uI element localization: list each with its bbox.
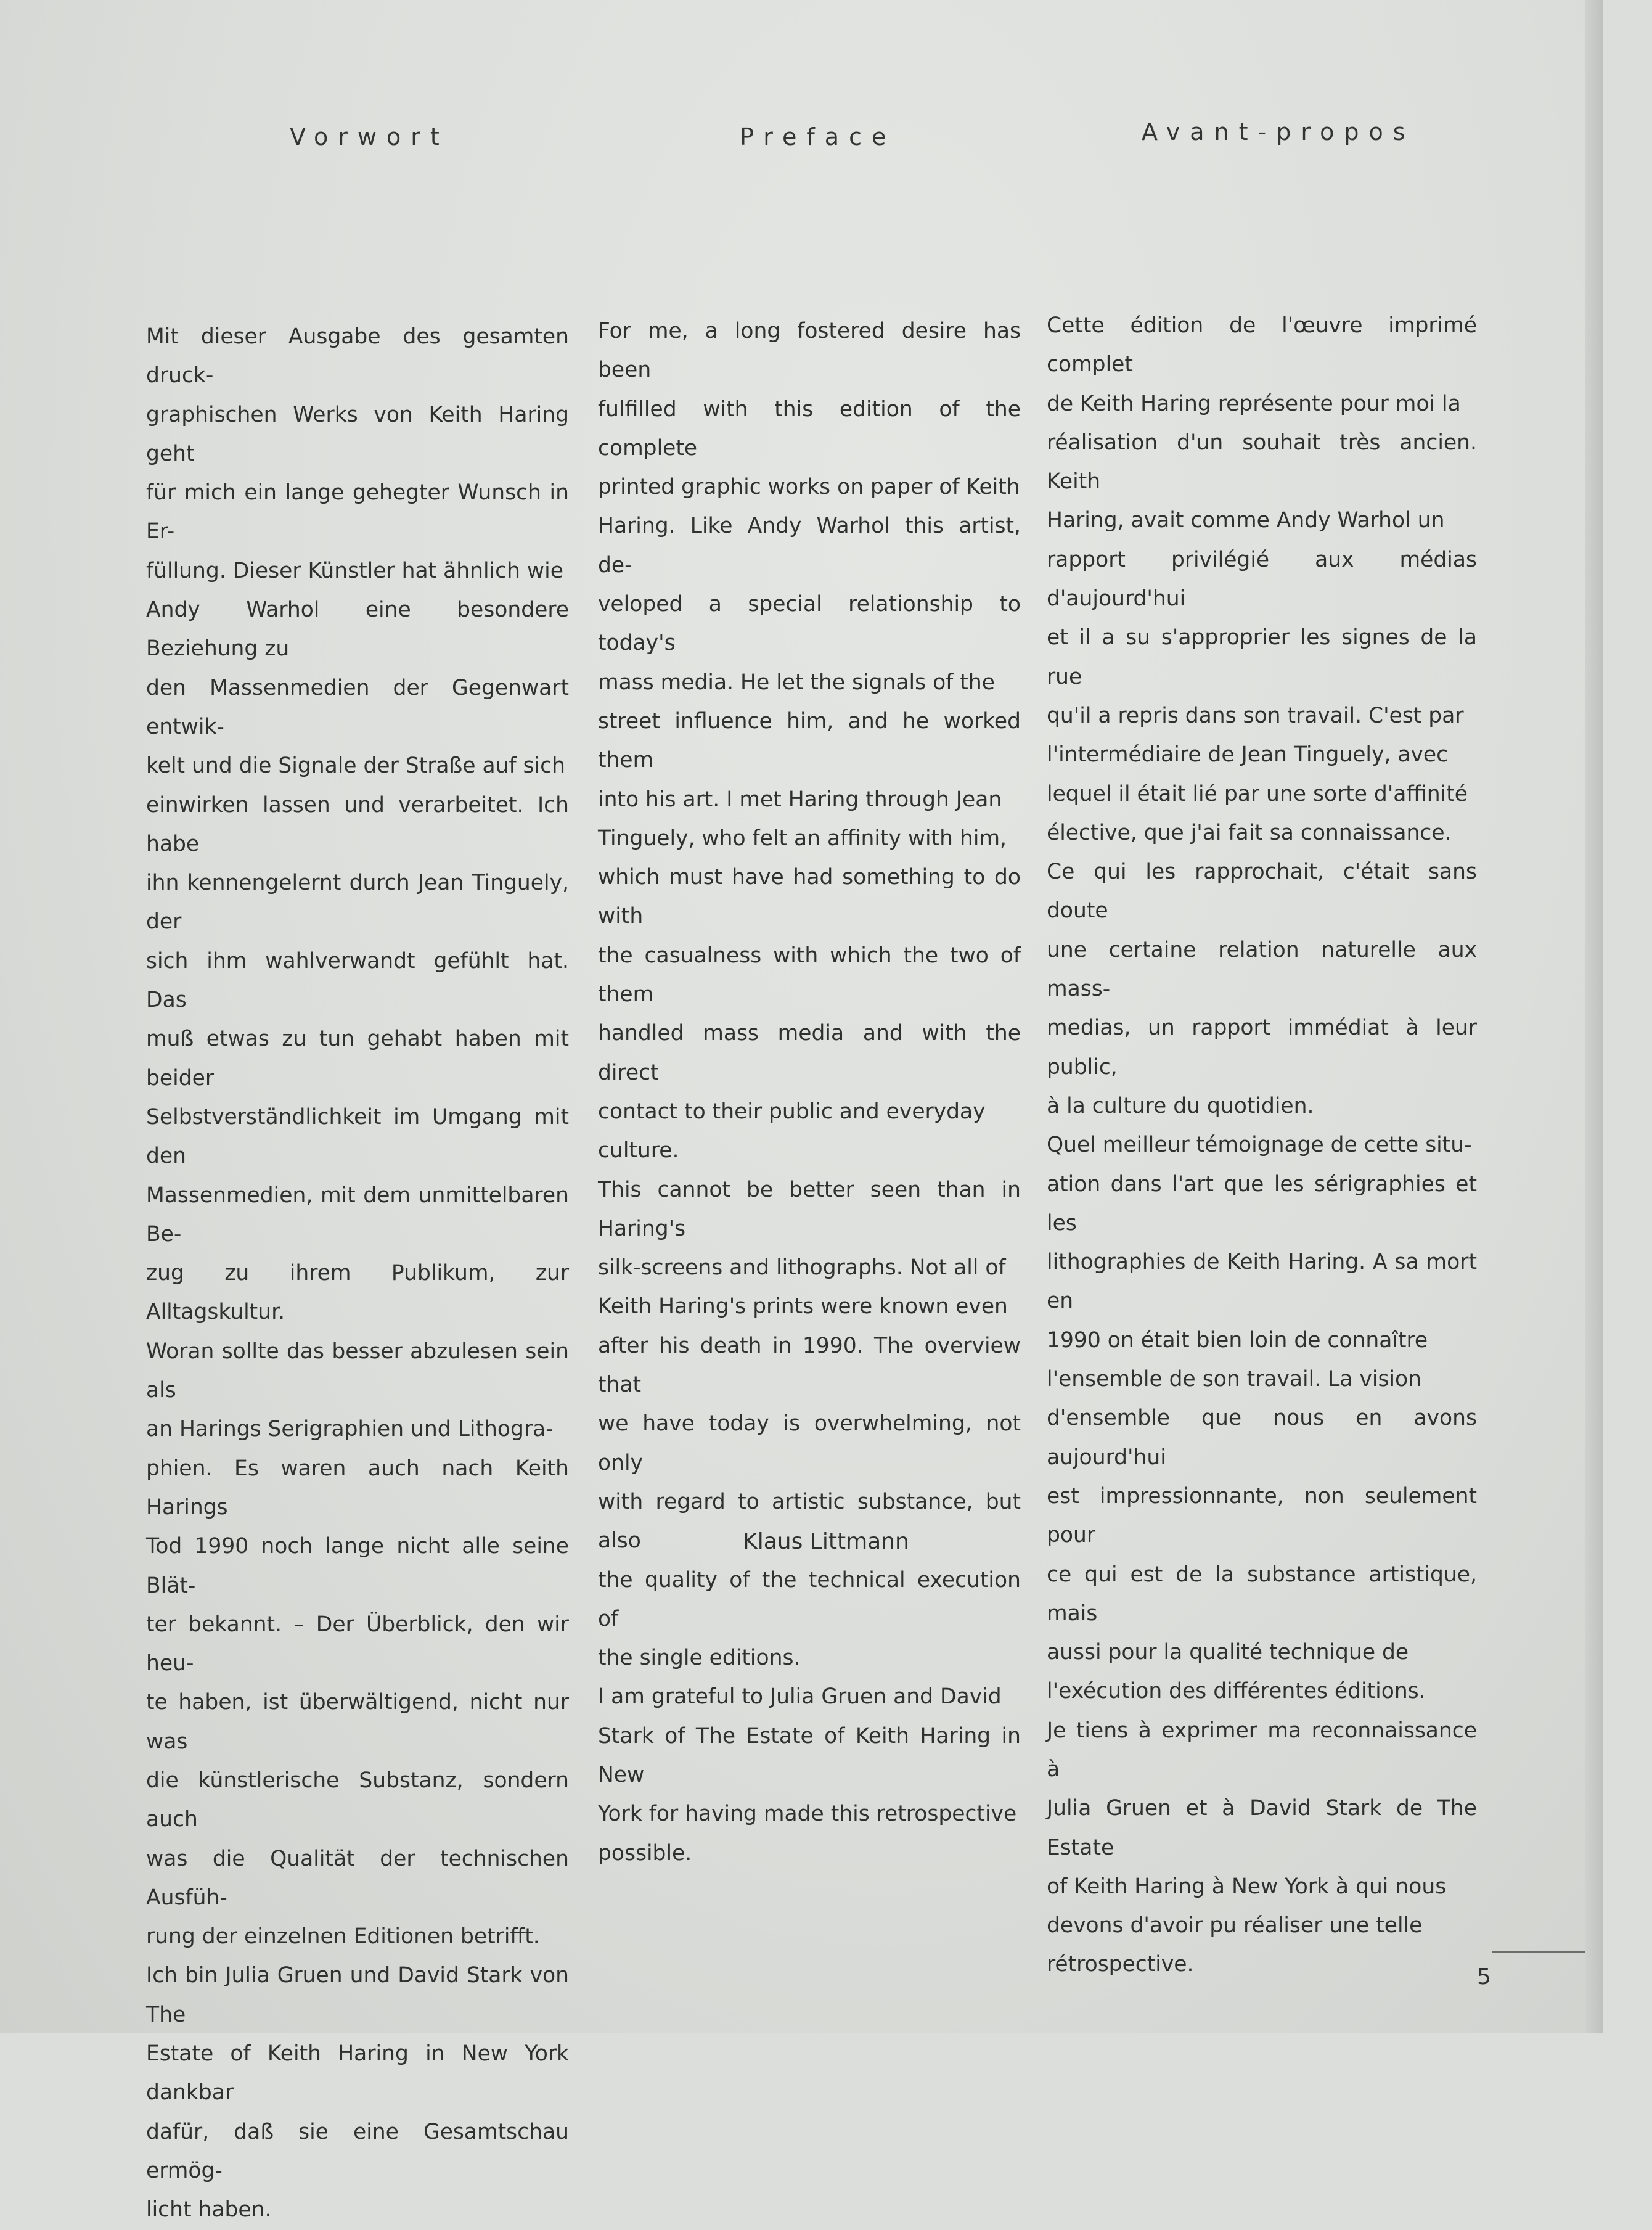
page-number: 5	[1477, 1964, 1491, 1990]
french-paragraph-2: Quel meilleur témoignage de cette situ- ation dans l'art que les sérigraphies et les lithographies de Keith Haring. A sa mort en 1990 on était bien loin de connaître l'ensemble de son travail. La vision d'ensemble que nous en avons aujourd'hui est impressionnante, non seulement pour ce qui est de la substance artistique, mais aussi pour la qualité technique de l'exécution des différentes éditions.	[1047, 1133, 1477, 1704]
german-paragraph-2: Ich bin Julia Gruen und David Stark von The Estate of Keith Haring in New York dankbar dafür, daß sie eine Gesamtschau ermög- licht haben.	[146, 1963, 569, 2223]
french-paragraph-1: Cette édition de l'œuvre imprimé complet de Keith Haring représente pour moi la réalisation d'un souhait très ancien. Keith Haring, avait comme Andy Warhol un rapport privilégié aux médias d'aujourd'hui et il a su s'approprier les signes de la rue qu'il a repris dans son travail. C'est par l'intermédiaire de Jean Tinguely, avec lequel il était lié par une sorte d'affinité élective, que j'ai fait sa connaissance. Ce qui les rapprochait, c'était sans doute une certaine relation naturelle aux mass- medias, un rapport immédiat à leur public, à la culture du quotidien.	[1047, 313, 1477, 1118]
english-paragraph-1: For me, a long fostered desire has been fulfilled with this edition of the complete printed graphic works on paper of Keith Haring. Like Andy Warhol this artist, de- veloped a special relationship to today's mass media. He let the signals of the street influence him, and he worked them into his art. I met Haring through Jean Tinguely, who felt an affinity with him, which must have had something to do with the casualness with which the two of them handled mass media and with the direct contact to their public and everyday culture.	[598, 319, 1021, 1163]
heading-preface: Preface	[740, 123, 896, 150]
english-text-column	[598, 312, 1021, 1873]
french-text-column	[1047, 306, 1477, 1985]
french-paragraph-3: Je tiens à exprimer ma reconnaissance à Julia Gruen et à David Stark de The Estate of Keith Haring à New York à qui nous devons d'avoir pu réaliser une telle rétrospective.	[1047, 1718, 1477, 1977]
page-edge-shadow	[1585, 0, 1603, 2033]
english-paragraph-3: I am grateful to Julia Gruen and David Stark of The Estate of Keith Haring in New York for having made this retrospective possible.	[598, 1684, 1021, 1866]
author-signature: Klaus Littmann	[743, 1529, 909, 1554]
heading-vorwort: Vorwort	[290, 123, 449, 150]
english-paragraph-2: This cannot be better seen than in Haring's silk-screens and lithographs. Not all of Keith Haring's prints were known even after his death in 1990. The overview that we have today is overwhelming, not only with regard to artistic substance, but also the quality of the technical execution of the single editions.	[598, 1177, 1021, 1671]
heading-avant-propos: Avant-propos	[1142, 118, 1415, 146]
german-paragraph-1: Mit dieser Ausgabe des gesamten druck- graphischen Werks von Keith Haring geht für mich ein lange gehegter Wunsch in Er- füllung. Dieser Künstler hat ähnlich wie Andy Warhol eine besondere Beziehung zu den Massenmedien der Gegenwart entwik- kelt und die Signale der Straße auf sich einwirken lassen und verarbeitet. Ich habe ihn kennengelernt durch Jean Tinguely, der sich ihm wahlverwandt gefühlt hat. Das muß etwas zu tun gehabt haben mit beider Selbstverständlichkeit im Umgang mit den Massenmedien, mit dem unmittelbaren Be- zug zu ihrem Publikum, zur Alltagskultur. Woran sollte das besser abzulesen sein als an Harings Serigraphien und Lithogra- phien. Es waren auch nach Keith Harings Tod 1990 noch lange nicht alle seine Blät- ter bekannt. – Der Überblick, den wir heu- te haben, ist überwältigend, nicht nur was die künstlerische Substanz, sondern auch was die Qualität der technischen Ausfüh- rung der einzelnen Editionen betrifft.	[146, 324, 569, 1949]
german-text-column	[146, 318, 569, 2230]
